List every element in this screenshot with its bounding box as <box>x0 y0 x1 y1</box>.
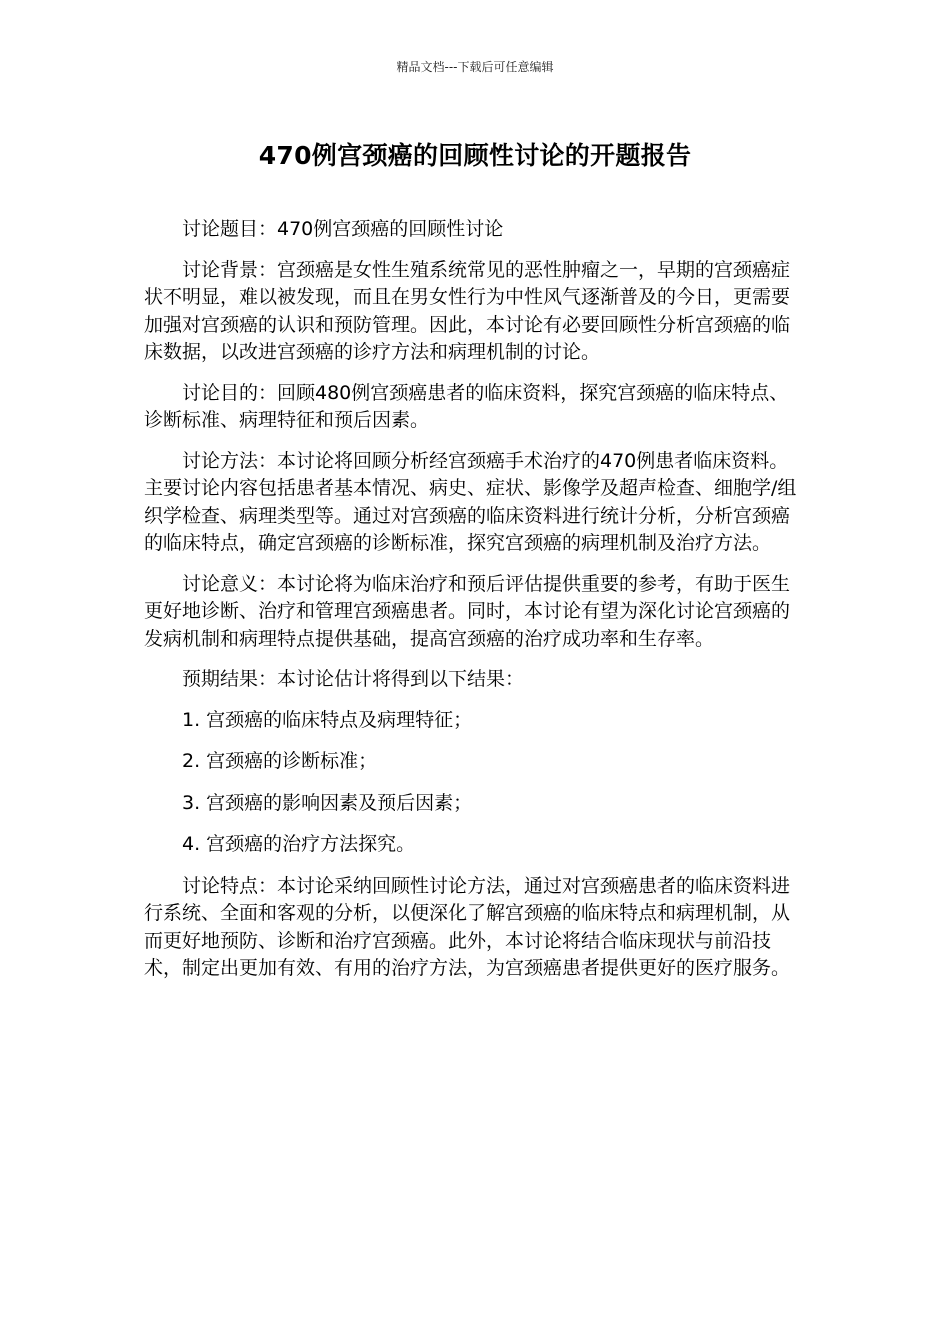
background-paragraph: 讨论背景：宫颈癌是女性生殖系统常见的恶性肿瘤之一，早期的宫颈癌症状不明显，难以被发现，而且在男女性行为中性风气逐渐普及的今日，更需要加强对宫颈癌的认识和预防管理。因此，本讨论有必要回顾性分析宫颈癌的临床数据，以改进宫颈癌的诊疗方法和病理机制的讨论。 <box>144 258 791 363</box>
header-note: 精品文档---下载后可任意编辑 <box>396 60 554 74</box>
purpose-paragraph: 讨论目的：回顾480例宫颈癌患者的临床资料，探究宫颈癌的临床特点、诊断标准、病理特征和预后因素。 <box>144 381 789 431</box>
expected-result-item: 3. 宫颈癌的影响因素及预后因素； <box>182 791 473 814</box>
expected-result-item: 2. 宫颈癌的诊断标准； <box>182 750 378 772</box>
expected-result-item: 4. 宫颈癌的治疗方法探究。 <box>182 833 416 855</box>
expected-results-intro: 预期结果：本讨论估计将得到以下结果： <box>182 668 525 690</box>
method-paragraph: 讨论方法：本讨论将回顾分析经宫颈癌手术治疗的470例患者临床资料。主要讨论内容包括患者基本情况、病史、症状、影像学及超声检查、细胞学/组织学检查、病理类型等。通过对宫颈癌的临床资料进行统计分析，分析宫颈癌的临床特点，确定宫颈癌的诊断标准，探究宫颈癌的病理机制及治疗方法。 <box>144 449 797 554</box>
expected-result-item: 1. 宫颈癌的临床特点及病理特征； <box>182 708 473 731</box>
significance-paragraph: 讨论意义：本讨论将为临床治疗和预后评估提供重要的参考，有助于医生更好地诊断、治疗和管理宫颈癌患者。同时，本讨论有望为深化讨论宫颈癌的发病机制和病理特点提供基础，提高宫颈癌的治疗成功率和生存率。 <box>144 572 791 650</box>
document-title: 470例宫颈癌的回顾性讨论的开题报告 <box>258 141 692 170</box>
document-body <box>144 216 804 996</box>
features-paragraph: 讨论特点：本讨论采纳回顾性讨论方法，通过对宫颈癌患者的临床资料进行系统、全面和客观的分析，以便深化了解宫颈癌的临床特点和病理机制，从而更好地预防、诊断和治疗宫颈癌。此外，本讨论将结合临床现状与前沿技术，制定出更加有效、有用的治疗方法，为宫颈癌患者提供更好的医疗服务。 <box>144 874 791 979</box>
topic-paragraph: 讨论题目：470例宫颈癌的回顾性讨论 <box>182 218 504 240</box>
